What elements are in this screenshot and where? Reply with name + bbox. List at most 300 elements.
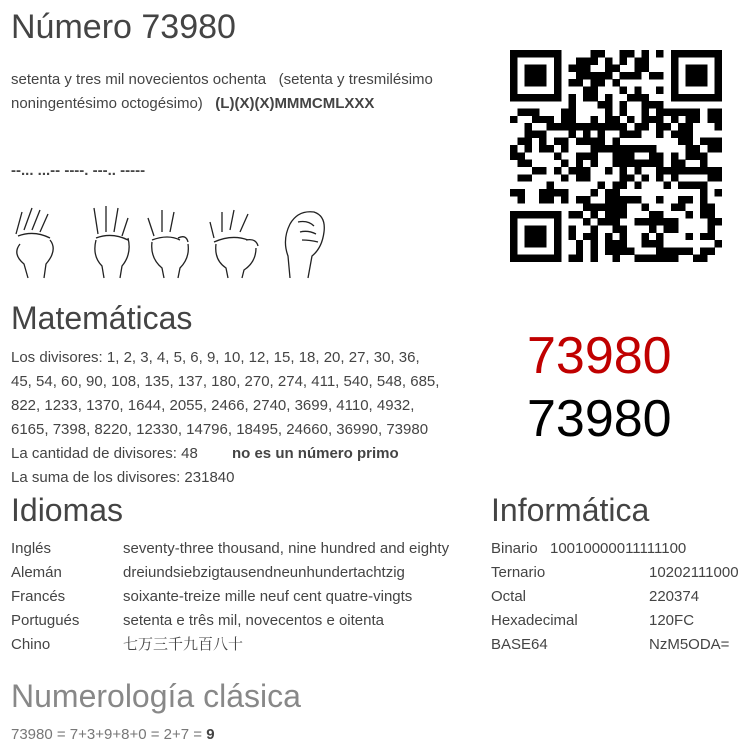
qr-module [598, 72, 605, 79]
qr-module [664, 218, 671, 225]
qr-module [590, 211, 597, 218]
informatics-heading: Informática [491, 492, 650, 528]
qr-module [576, 167, 583, 174]
qr-module [510, 218, 517, 225]
qr-module [642, 123, 649, 130]
info-label: Octal [491, 588, 527, 605]
qr-module [525, 211, 532, 218]
qr-module [510, 247, 517, 254]
qr-module [598, 79, 605, 86]
qr-module [576, 240, 583, 247]
qr-module [539, 116, 546, 123]
qr-module [525, 160, 532, 167]
qr-module [590, 152, 597, 159]
qr-module [525, 123, 532, 130]
qr-module [510, 94, 517, 101]
qr-module [693, 108, 700, 115]
qr-module [678, 167, 685, 174]
qr-module [510, 116, 517, 123]
qr-module [656, 196, 663, 203]
qr-module [700, 160, 707, 167]
qr-module [605, 211, 612, 218]
qr-module [627, 174, 634, 181]
qr-module [605, 167, 612, 174]
qr-module [583, 123, 590, 130]
qr-module [634, 145, 641, 152]
qr-module [525, 240, 532, 247]
sign-language-hand-icon [10, 204, 68, 280]
qr-module [568, 94, 575, 101]
qr-module [685, 211, 692, 218]
qr-module [664, 225, 671, 232]
qr-module [590, 57, 597, 64]
qr-module [612, 123, 619, 130]
qr-module [620, 174, 627, 181]
qr-module [634, 182, 641, 189]
qr-module [678, 108, 685, 115]
qr-module [642, 101, 649, 108]
divisor-count: La cantidad de divisores: 48 [11, 445, 198, 462]
qr-module [568, 225, 575, 232]
qr-module [612, 204, 619, 211]
qr-module [590, 204, 597, 211]
qr-module [576, 57, 583, 64]
language-name: Francés [11, 588, 66, 605]
qr-module [605, 123, 612, 130]
qr-module [715, 65, 722, 72]
qr-module [707, 138, 714, 145]
info-value: 10202111000 [649, 564, 739, 581]
qr-module [620, 240, 627, 247]
qr-module [656, 174, 663, 181]
qr-module [627, 160, 634, 167]
language-name: Inglés [11, 540, 52, 557]
qr-module [605, 247, 612, 254]
qr-module [715, 50, 722, 57]
qr-module [671, 130, 678, 137]
qr-module [612, 116, 619, 123]
roman-numeral: (L)(X)(X)MMMCMLXXX [215, 95, 375, 112]
qr-module [554, 211, 561, 218]
qr-module [715, 79, 722, 86]
qr-code [510, 50, 722, 262]
qr-module [612, 211, 619, 218]
qr-module [554, 57, 561, 64]
qr-module [605, 94, 612, 101]
qr-module [517, 108, 524, 115]
qr-module [664, 247, 671, 254]
qr-module [627, 72, 634, 79]
qr-module [634, 196, 641, 203]
qr-module [715, 189, 722, 196]
qr-module [671, 87, 678, 94]
qr-module [532, 167, 539, 174]
qr-module [700, 138, 707, 145]
qr-module [642, 255, 649, 262]
qr-module [568, 116, 575, 123]
qr-module [561, 189, 568, 196]
qr-module [678, 160, 685, 167]
qr-module [693, 79, 700, 86]
qr-module [612, 160, 619, 167]
qr-module [700, 94, 707, 101]
qr-module [656, 167, 663, 174]
info-label: Hexadecimal [491, 612, 578, 629]
qr-module [707, 247, 714, 254]
cardinal-words: setenta y tres mil novecientos ochenta [11, 71, 267, 88]
qr-module [568, 255, 575, 262]
qr-module [693, 255, 700, 262]
qr-module [547, 94, 554, 101]
qr-module [561, 116, 568, 123]
qr-module [605, 116, 612, 123]
qr-module [598, 50, 605, 57]
qr-module [685, 79, 692, 86]
qr-module [539, 240, 546, 247]
qr-module [620, 160, 627, 167]
qr-module [685, 182, 692, 189]
qr-module [510, 50, 517, 57]
qr-module [707, 233, 714, 240]
math-heading: Matemáticas [11, 300, 193, 336]
qr-module [715, 138, 722, 145]
qr-module [685, 72, 692, 79]
qr-module [700, 255, 707, 262]
qr-module [590, 160, 597, 167]
qr-module [510, 72, 517, 79]
qr-module [547, 50, 554, 57]
qr-module [539, 196, 546, 203]
numerology-result: 9 [206, 726, 215, 743]
qr-module [678, 247, 685, 254]
qr-module [525, 255, 532, 262]
qr-module [707, 218, 714, 225]
qr-module [532, 225, 539, 232]
qr-module [590, 189, 597, 196]
qr-module [707, 94, 714, 101]
qr-module [649, 101, 656, 108]
qr-module [642, 116, 649, 123]
qr-module [678, 196, 685, 203]
qr-module [656, 116, 663, 123]
qr-module [671, 255, 678, 262]
qr-module [576, 72, 583, 79]
qr-module [525, 65, 532, 72]
qr-module [576, 196, 583, 203]
qr-module [510, 87, 517, 94]
qr-module [547, 255, 554, 262]
qr-module [685, 145, 692, 152]
qr-module [517, 189, 524, 196]
qr-module [517, 160, 524, 167]
qr-module [664, 108, 671, 115]
qr-module [649, 225, 656, 232]
qr-module [620, 211, 627, 218]
qr-module [547, 116, 554, 123]
qr-module [656, 87, 663, 94]
qr-module [620, 204, 627, 211]
qr-module [620, 196, 627, 203]
qr-module [649, 211, 656, 218]
qr-module [620, 101, 627, 108]
qr-module [539, 94, 546, 101]
qr-module [561, 196, 568, 203]
qr-module [700, 65, 707, 72]
info-value: 220374 [649, 588, 700, 605]
qr-module [700, 211, 707, 218]
qr-module [620, 182, 627, 189]
qr-module [561, 108, 568, 115]
qr-module [539, 255, 546, 262]
qr-module [612, 145, 619, 152]
qr-module [590, 233, 597, 240]
qr-module [605, 233, 612, 240]
qr-module [525, 145, 532, 152]
qr-module [576, 65, 583, 72]
qr-module [656, 233, 663, 240]
qr-module [590, 255, 597, 262]
qr-module [598, 218, 605, 225]
qr-module [656, 108, 663, 115]
qr-module [671, 57, 678, 64]
qr-module [590, 116, 597, 123]
qr-module [568, 123, 575, 130]
qr-module [532, 233, 539, 240]
qr-module [620, 87, 627, 94]
qr-module [510, 255, 517, 262]
qr-module [656, 72, 663, 79]
qr-module [590, 94, 597, 101]
qr-module [634, 218, 641, 225]
qr-module [620, 152, 627, 159]
qr-module [590, 123, 597, 130]
qr-module [612, 225, 619, 232]
qr-module [715, 123, 722, 130]
numerology-formula [11, 723, 215, 747]
qr-module [634, 94, 641, 101]
qr-module [707, 145, 714, 152]
qr-module [693, 182, 700, 189]
qr-module [598, 130, 605, 137]
qr-module [715, 145, 722, 152]
qr-module [605, 108, 612, 115]
qr-module [590, 87, 597, 94]
qr-module [568, 65, 575, 72]
qr-module [715, 87, 722, 94]
qr-module [620, 108, 627, 115]
qr-module [700, 189, 707, 196]
sign-language-hand-icon [144, 204, 202, 280]
qr-module [649, 145, 656, 152]
qr-module [700, 247, 707, 254]
qr-module [627, 50, 634, 57]
qr-module [590, 79, 597, 86]
qr-module [700, 79, 707, 86]
qr-module [656, 247, 663, 254]
qr-module [525, 174, 532, 181]
qr-module [678, 138, 685, 145]
qr-module [715, 94, 722, 101]
qr-module [707, 211, 714, 218]
qr-module [685, 247, 692, 254]
qr-module [547, 182, 554, 189]
qr-module [642, 145, 649, 152]
qr-module [568, 167, 575, 174]
qr-module [707, 116, 714, 123]
page-title: Número 73980 [11, 8, 236, 46]
qr-module [664, 167, 671, 174]
divisor-sum: La suma de los divisores: 231840 [11, 469, 235, 486]
qr-module [664, 182, 671, 189]
qr-module [510, 233, 517, 240]
qr-module [510, 79, 517, 86]
qr-module [539, 50, 546, 57]
qr-module [656, 211, 663, 218]
qr-module [525, 94, 532, 101]
qr-module [547, 189, 554, 196]
qr-module [605, 65, 612, 72]
divisors-line: 1, 2, 3, 4, 5, 6, 9, 10, 12, 15, 18, 20, 27, 30, 36, [106, 349, 420, 366]
qr-module [547, 145, 554, 152]
qr-module [554, 123, 561, 130]
qr-module [700, 204, 707, 211]
qr-module [539, 211, 546, 218]
qr-module [605, 196, 612, 203]
qr-module [693, 116, 700, 123]
qr-module [583, 152, 590, 159]
qr-module [517, 174, 524, 181]
qr-module [671, 152, 678, 159]
qr-module [642, 204, 649, 211]
sign-language-hand-icon [208, 204, 266, 280]
qr-module [678, 50, 685, 57]
qr-module [554, 138, 561, 145]
qr-module [525, 130, 532, 137]
qr-module [634, 57, 641, 64]
qr-module [634, 167, 641, 174]
prime-note: no es un número primo [231, 445, 399, 462]
qr-module [532, 240, 539, 247]
qr-module [554, 233, 561, 240]
qr-module [671, 204, 678, 211]
qr-module [532, 79, 539, 86]
qr-module [620, 247, 627, 254]
qr-module [671, 79, 678, 86]
qr-module [685, 152, 692, 159]
qr-module [532, 211, 539, 218]
qr-module [693, 72, 700, 79]
qr-module [671, 72, 678, 79]
qr-module [510, 57, 517, 64]
qr-module [664, 123, 671, 130]
qr-module [532, 116, 539, 123]
qr-module [693, 65, 700, 72]
qr-module [656, 152, 663, 159]
qr-module [576, 247, 583, 254]
qr-module [554, 152, 561, 159]
qr-module [685, 196, 692, 203]
sign-language-hand-icon [86, 204, 144, 280]
qr-module [649, 116, 656, 123]
qr-module [620, 57, 627, 64]
qr-module [525, 138, 532, 145]
qr-module [525, 72, 532, 79]
qr-module [612, 182, 619, 189]
qr-module [685, 108, 692, 115]
qr-module [590, 50, 597, 57]
qr-module [620, 123, 627, 130]
qr-module [539, 130, 546, 137]
qr-module [590, 247, 597, 254]
language-name: Portugués [11, 612, 80, 629]
language-text: dreiundsiebzigtausendneunhundertachtzig [123, 564, 405, 581]
qr-module [642, 174, 649, 181]
qr-module [554, 72, 561, 79]
qr-module [685, 167, 692, 174]
numerology-heading: Numerología clásica [11, 678, 301, 714]
qr-module [649, 72, 656, 79]
qr-module [627, 196, 634, 203]
qr-module [554, 247, 561, 254]
info-label: BASE64 [491, 636, 548, 653]
qr-module [612, 65, 619, 72]
qr-module [671, 65, 678, 72]
qr-module [656, 101, 663, 108]
qr-module [554, 167, 561, 174]
qr-module [693, 94, 700, 101]
qr-module [525, 79, 532, 86]
qr-module [598, 138, 605, 145]
qr-module [693, 145, 700, 152]
language-text: 七万三千九百八十 [123, 636, 244, 653]
qr-module [532, 72, 539, 79]
qr-module [583, 204, 590, 211]
qr-module [510, 65, 517, 72]
qr-module [627, 145, 634, 152]
qr-module [554, 94, 561, 101]
qr-module [517, 50, 524, 57]
qr-module [554, 50, 561, 57]
divisors-line: 45, 54, 60, 90, 108, 135, 137, 180, 270, 274, 411, 540, 548, 685, [11, 373, 440, 390]
divisors-list [11, 346, 481, 490]
qr-module [707, 204, 714, 211]
qr-module [532, 255, 539, 262]
qr-module [642, 94, 649, 101]
qr-module [634, 87, 641, 94]
qr-module [707, 167, 714, 174]
qr-module [627, 152, 634, 159]
qr-module [568, 101, 575, 108]
qr-module [547, 211, 554, 218]
divisors-label: Los divisores: [11, 349, 103, 366]
qr-module [605, 240, 612, 247]
qr-module [576, 174, 583, 181]
qr-module [656, 255, 663, 262]
qr-module [642, 233, 649, 240]
qr-module [583, 167, 590, 174]
qr-module [685, 50, 692, 57]
qr-module [707, 50, 714, 57]
qr-module [612, 218, 619, 225]
qr-module [554, 255, 561, 262]
qr-module [561, 174, 568, 181]
qr-module [517, 255, 524, 262]
qr-module [517, 94, 524, 101]
qr-module [656, 130, 663, 137]
qr-module [539, 79, 546, 86]
qr-module [620, 50, 627, 57]
qr-module [576, 152, 583, 159]
